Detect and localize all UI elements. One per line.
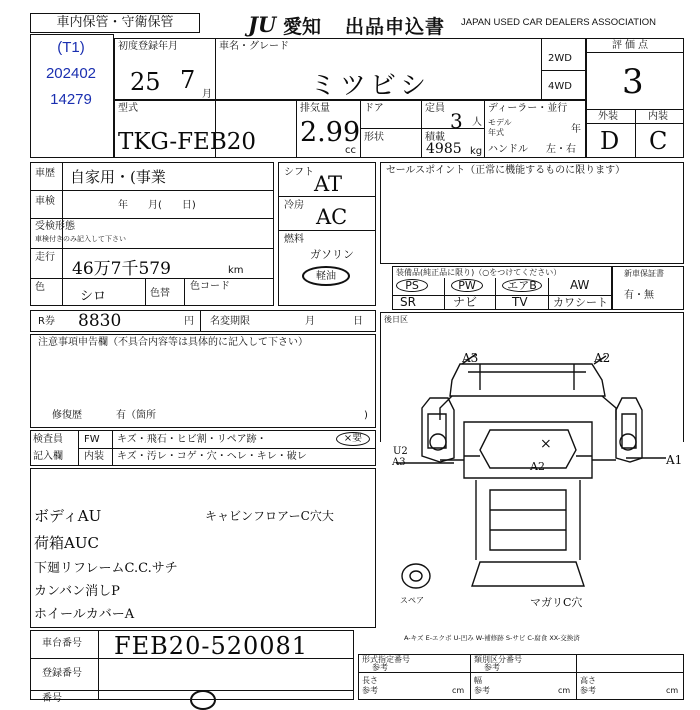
chassis-label: 車台番号 bbox=[42, 638, 82, 649]
color-change-label: 色替 bbox=[150, 288, 170, 299]
inspector-fw: FW bbox=[84, 434, 100, 445]
inspection-form-label: 受検形態 bbox=[35, 221, 75, 232]
mileage-value: 46万7千579 bbox=[72, 259, 171, 279]
storage-stamp: 車内保管・守衛保管 bbox=[30, 13, 200, 33]
recycle-unit: 円 bbox=[184, 316, 194, 327]
interior-value: C bbox=[649, 127, 668, 155]
shift-label: シフト bbox=[284, 167, 314, 178]
shift-value: AT bbox=[314, 172, 343, 196]
inspector-needed: ×要 bbox=[336, 432, 370, 446]
month-unit: 月 bbox=[202, 89, 212, 100]
fuel-value: ガソリン bbox=[310, 248, 354, 261]
door-label: ドア bbox=[364, 103, 384, 114]
comment-line-5: ホイールカバーA bbox=[34, 607, 135, 622]
recycle-label: R券 bbox=[38, 316, 55, 327]
load-label: 積載 bbox=[425, 132, 445, 143]
comment-line-1: ボディAU bbox=[34, 507, 102, 525]
inspection-form-note: 車検付きのみ記入して下さい bbox=[35, 235, 126, 243]
ju-logo: JU bbox=[248, 12, 277, 37]
exterior-label: 外装 bbox=[598, 111, 618, 122]
equipment-navi: ナビ bbox=[453, 295, 478, 309]
first-reg-year: 25 bbox=[130, 68, 161, 96]
load-value: 4985 bbox=[426, 141, 462, 157]
model-year-label: モデル bbox=[488, 118, 512, 127]
displacement-label: 排気量 bbox=[300, 103, 330, 114]
drive-2wd: 2WD bbox=[548, 53, 572, 64]
height-label: 高さ bbox=[580, 676, 596, 685]
ref-label-2: 参考 bbox=[474, 686, 490, 695]
mark-a2-cab: A2 bbox=[530, 460, 545, 473]
handle-value: 左・右 bbox=[546, 144, 576, 155]
inspector-label-2: 記入欄 bbox=[33, 451, 63, 462]
type-label: 型式 bbox=[118, 103, 138, 114]
model-label: 車名・グレード bbox=[219, 41, 289, 52]
equipment-seat: カワシート bbox=[553, 296, 608, 309]
width-unit: cm bbox=[558, 686, 571, 695]
width-label: 幅 bbox=[474, 676, 482, 685]
handle-label: ハンドル bbox=[488, 144, 528, 155]
color-label: 色 bbox=[35, 282, 45, 293]
drive-4wd: 4WD bbox=[548, 81, 572, 92]
first-reg-month: 7 bbox=[180, 66, 196, 94]
model-value: ミツビシ bbox=[310, 71, 431, 101]
comment-line-3: 下廻リフレームC.C.サチ bbox=[34, 561, 178, 576]
form-ref: 参考 bbox=[372, 663, 388, 672]
grade-value: 3 bbox=[622, 62, 644, 102]
interior-label: 内装 bbox=[648, 111, 668, 122]
capacity-value: 3 bbox=[450, 109, 463, 133]
repair-close: ) bbox=[364, 410, 368, 421]
ref-label-1: 参考 bbox=[362, 686, 378, 695]
year-unit: 年 bbox=[571, 124, 581, 135]
inspector-row1: キズ・飛石・ヒビ割・リペア跡・ bbox=[117, 434, 267, 445]
form-label: 形式指定番号 bbox=[362, 655, 410, 664]
comment-line-2: 荷箱AUC bbox=[34, 534, 99, 552]
comment-line-4: カンバン消しP bbox=[34, 584, 120, 599]
mileage-unit: km bbox=[228, 265, 244, 276]
bottom-note: マガリC穴 bbox=[530, 596, 583, 609]
dealer-label: ディーラー・並行 bbox=[488, 103, 568, 114]
name-change-label: 名変期限 bbox=[210, 316, 250, 327]
ref-label-3: 参考 bbox=[580, 686, 596, 695]
reference-line-3: 14279 bbox=[50, 91, 92, 108]
comment-right: キャビンフロアーC穴大 bbox=[205, 509, 334, 523]
history-value: 自家用・(事業 bbox=[70, 168, 166, 186]
fuel-selected: 軽油 bbox=[302, 266, 350, 286]
exterior-value: D bbox=[600, 127, 620, 155]
mark-a3-left: A3 bbox=[392, 457, 406, 468]
warranty-label: 新車保証書 bbox=[624, 269, 664, 278]
color-code-label: 色コード bbox=[190, 281, 230, 292]
reference-line-2: 202402 bbox=[45, 65, 97, 82]
warranty-value: 有・無 bbox=[624, 290, 654, 301]
class-label: 類別区分番号 bbox=[474, 655, 522, 664]
first-reg-label: 初度登録年月 bbox=[118, 41, 178, 52]
capacity-label: 定員 bbox=[425, 103, 445, 114]
ac-value: AC bbox=[316, 205, 348, 229]
displacement-value: 2.99 bbox=[300, 117, 361, 148]
damage-legend: A-キズ E-エクボ U-凹み W-補修跡 S-サビ C-腐食 XX-交換済 bbox=[404, 634, 580, 642]
rear-seat-label: 後日区 bbox=[384, 315, 408, 324]
color-value: シロ bbox=[80, 289, 107, 304]
inspector-row2: キズ・汚レ・コゲ・穴・ヘレ・キレ・破レ bbox=[117, 451, 307, 462]
page-title: 出品申込書 bbox=[345, 16, 446, 38]
equipment-tv: TV bbox=[512, 295, 528, 309]
association-name: JAPAN USED CAR DEALERS ASSOCIATION bbox=[461, 17, 656, 28]
equipment-label: 装備品(純正品に限り)（○をつけてください） bbox=[396, 268, 562, 277]
chassis-value: FEB20-520081 bbox=[114, 632, 309, 660]
mark-a3-top: A3 bbox=[462, 351, 479, 365]
inspection-label: 車検 bbox=[35, 196, 55, 207]
mark-a1-right: A1 bbox=[666, 453, 683, 467]
class-ref: 参考 bbox=[484, 663, 500, 672]
sales-point-block bbox=[380, 162, 684, 264]
mark-a2-top: A2 bbox=[594, 351, 611, 365]
inspector-label-1: 検査員 bbox=[33, 434, 63, 445]
repair-value: 有（箇所 bbox=[116, 410, 156, 421]
grade-label: 評価点 bbox=[612, 40, 651, 51]
inspection-value: 年 月( 日) bbox=[118, 200, 196, 211]
damage-diagram bbox=[380, 350, 684, 650]
fuel-label: 燃料 bbox=[284, 234, 304, 245]
height-unit: cm bbox=[666, 686, 679, 695]
number-label: 番号 bbox=[42, 693, 62, 704]
ac-label: 冷房 bbox=[284, 200, 304, 211]
name-change-month: 月 bbox=[305, 316, 315, 327]
equipment-airbag: エアB bbox=[502, 279, 542, 292]
length-unit: cm bbox=[452, 686, 465, 695]
circle-mark bbox=[190, 690, 216, 710]
recycle-value: 8830 bbox=[78, 311, 122, 331]
name-change-day: 日 bbox=[353, 316, 363, 327]
repair-label: 修復歴 bbox=[52, 410, 82, 421]
mark-u2: U2 bbox=[393, 446, 408, 457]
spare-label: スペア bbox=[400, 596, 424, 605]
title-prefecture: 愛知 bbox=[283, 16, 322, 38]
load-unit: kg bbox=[470, 146, 483, 157]
equipment-pw: PW bbox=[451, 279, 483, 292]
displacement-unit: cc bbox=[345, 145, 356, 156]
sales-point-label: セールスポイント（正常に機能するものに限ります） bbox=[386, 165, 626, 176]
length-label: 長さ bbox=[362, 676, 378, 685]
reference-box bbox=[30, 34, 114, 158]
equipment-ps: PS bbox=[396, 279, 428, 292]
year-label: 年式 bbox=[488, 128, 504, 137]
mileage-label: 走行 bbox=[35, 252, 55, 263]
capacity-unit: 人 bbox=[472, 117, 482, 128]
notes-label: 注意事項申告欄（不具合内容等は具体的に記入して下さい） bbox=[38, 337, 308, 348]
mark-x-cab: × bbox=[540, 436, 552, 452]
reference-line-1: (T1) bbox=[57, 39, 85, 56]
history-label: 車歴 bbox=[35, 168, 55, 179]
shape-label: 形状 bbox=[364, 132, 384, 143]
reg-number-label: 登録番号 bbox=[42, 668, 82, 679]
equipment-sr: SR bbox=[400, 295, 416, 309]
inspector-interior-label: 内装 bbox=[84, 451, 104, 462]
equipment-aw: AW bbox=[570, 278, 590, 292]
type-value: TKG-FEB20 bbox=[118, 129, 257, 155]
